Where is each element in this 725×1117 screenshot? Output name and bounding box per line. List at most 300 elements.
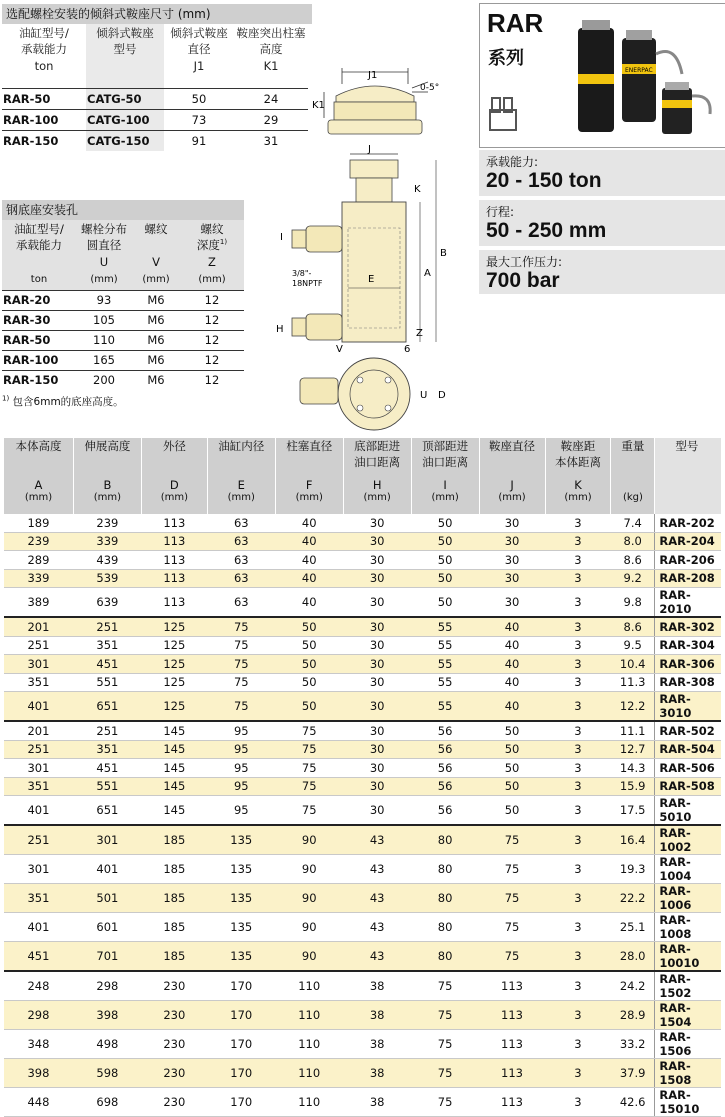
table-row: [4, 796, 722, 826]
model-cell: RAR-206: [655, 551, 721, 570]
tilt-saddle-drawing: [312, 62, 476, 138]
spec-cell: 185: [141, 913, 207, 942]
spec-cell: 63: [207, 569, 275, 588]
spec-cell: 50: [479, 777, 545, 796]
table-row: [2, 330, 244, 350]
spec-cell: 30: [343, 655, 411, 674]
spec-cell: 3: [545, 617, 611, 636]
holes-letter-3: Z: [208, 255, 216, 269]
tilt-unit-2: J1: [193, 59, 205, 73]
model-cell: RAR-508: [655, 777, 721, 796]
holes-cell: M6: [132, 330, 180, 350]
holes-cell: RAR-100: [2, 350, 76, 370]
model-cell: RAR-1006: [655, 884, 721, 913]
spec-cell: 90: [275, 884, 343, 913]
holes-letter-1: U: [99, 255, 109, 269]
main-body: [4, 514, 722, 1117]
model-cell: RAR-502: [655, 721, 721, 740]
spec-cell: 401: [4, 913, 74, 942]
model-cell: RAR-1504: [655, 1001, 721, 1030]
spec-cell: 42.6: [611, 1088, 655, 1117]
spec-cell: 38: [343, 971, 411, 1001]
spec-stroke-value: 50 - 250 mm: [486, 219, 607, 242]
spec-cell: 50: [411, 588, 479, 618]
dim-j: J: [368, 144, 371, 155]
model-cell: RAR-3010: [655, 692, 721, 722]
holes-header-depth: 螺纹 深度: [196, 222, 224, 252]
spec-cell: 50: [411, 514, 479, 532]
holes-footnote-sup: 1): [2, 394, 10, 402]
table-row: [4, 588, 722, 618]
spec-cell: 125: [141, 636, 207, 655]
spec-cell: 75: [275, 759, 343, 778]
spec-cell: 110: [275, 971, 343, 1001]
spec-cell: 8.6: [611, 617, 655, 636]
spec-cell: 9.5: [611, 636, 655, 655]
cylinder-dimension-drawing: [264, 142, 476, 438]
main-unit-cell: (mm): [479, 492, 545, 514]
main-header-cell: 外径: [141, 438, 207, 478]
holes-letter-2: V: [152, 255, 160, 269]
main-header-cell: 型号: [655, 438, 721, 514]
spec-cell: 113: [141, 551, 207, 570]
spec-cell: 19.3: [611, 855, 655, 884]
spec-cell: 251: [73, 721, 141, 740]
dim-i: I: [280, 232, 283, 243]
holes-cell: RAR-150: [2, 370, 76, 390]
spec-cell: 30: [343, 617, 411, 636]
port-label-2: 18NPTF: [292, 279, 323, 288]
spec-cell: 80: [411, 884, 479, 913]
spec-cell: 14.3: [611, 759, 655, 778]
spec-cell: 3: [545, 551, 611, 570]
spec-cell: 55: [411, 673, 479, 692]
tilt-saddle-table: [2, 24, 308, 151]
spec-cell: 401: [4, 796, 74, 826]
spec-cell: 239: [73, 514, 141, 532]
spec-cell: 55: [411, 655, 479, 674]
main-letter-cell: [611, 478, 655, 492]
spec-cell: 601: [73, 913, 141, 942]
spec-cell: 448: [4, 1088, 74, 1117]
spec-cell: 451: [4, 942, 74, 972]
spec-cell: 301: [4, 855, 74, 884]
spec-cell: 401: [73, 855, 141, 884]
spec-cell: 75: [275, 740, 343, 759]
table-row: [4, 913, 722, 942]
tilt-cell: 50: [164, 88, 234, 109]
spec-cell: 651: [73, 692, 141, 722]
spec-cell: 239: [4, 532, 74, 551]
spec-cell: 30: [479, 551, 545, 570]
spec-cell: 9.8: [611, 588, 655, 618]
spec-cell: 50: [479, 721, 545, 740]
spec-cell: 43: [343, 825, 411, 855]
spec-cell: 75: [479, 825, 545, 855]
spec-cell: 8.6: [611, 551, 655, 570]
table-row: [4, 759, 722, 778]
spec-cell: 30: [479, 532, 545, 551]
spec-cell: 90: [275, 825, 343, 855]
spec-cell: 55: [411, 636, 479, 655]
spec-cell: 25.1: [611, 913, 655, 942]
spec-cell: 145: [141, 796, 207, 826]
spec-cell: 80: [411, 855, 479, 884]
tilt-cell: CATG-100: [86, 109, 164, 130]
main-letter-row: [4, 478, 722, 492]
spec-cell: 110: [275, 1059, 343, 1088]
spec-cell: 37.9: [611, 1059, 655, 1088]
spec-pressure: [479, 250, 725, 294]
table-row: [4, 1001, 722, 1030]
tilt-cell: 91: [164, 130, 234, 151]
spec-cell: 56: [411, 777, 479, 796]
dim-u: U: [420, 390, 428, 401]
spec-cell: 698: [73, 1088, 141, 1117]
model-cell: RAR-1502: [655, 971, 721, 1001]
model-cell: RAR-1008: [655, 913, 721, 942]
spec-cell: 251: [73, 617, 141, 636]
table-row: [4, 692, 722, 722]
spec-cell: 389: [4, 588, 74, 618]
spec-cell: 135: [207, 825, 275, 855]
main-letter-cell: I: [411, 478, 479, 492]
spec-cell: 75: [207, 636, 275, 655]
spec-cell: 230: [141, 1001, 207, 1030]
holes-body: [2, 290, 244, 390]
dim-z: Z: [416, 328, 423, 339]
spec-cell: 398: [4, 1059, 74, 1088]
spec-cell: 201: [4, 721, 74, 740]
spec-cell: 11.3: [611, 673, 655, 692]
main-letter-cell: J: [479, 478, 545, 492]
holes-cell: 105: [76, 310, 132, 330]
main-unit-cell: (kg): [611, 492, 655, 514]
holes-cell: RAR-20: [2, 290, 76, 310]
tilt-unit-3: K1: [263, 59, 279, 73]
spec-cell: 351: [73, 636, 141, 655]
table-row: [4, 551, 722, 570]
spec-cell: 3: [545, 1001, 611, 1030]
model-cell: RAR-2010: [655, 588, 721, 618]
table-row: [4, 655, 722, 674]
spec-cell: 38: [343, 1030, 411, 1059]
model-cell: RAR-308: [655, 673, 721, 692]
spec-cell: 75: [479, 884, 545, 913]
holes-cell: RAR-30: [2, 310, 76, 330]
holes-cell: RAR-50: [2, 330, 76, 350]
spec-cell: 40: [479, 692, 545, 722]
mounting-holes-table: [2, 220, 244, 390]
spec-cell: 339: [4, 569, 74, 588]
holes-unit-2: (mm): [142, 274, 170, 286]
main-unit-cell: (mm): [343, 492, 411, 514]
holes-cell: 12: [180, 370, 244, 390]
spec-cell: 3: [545, 655, 611, 674]
dim-k: K: [414, 184, 421, 195]
spec-cell: 43: [343, 942, 411, 972]
main-unit-row: [4, 492, 722, 514]
spec-cell: 398: [73, 1001, 141, 1030]
spec-cell: 3: [545, 1059, 611, 1088]
spec-cell: 125: [141, 673, 207, 692]
table-row: [4, 532, 722, 551]
spec-cell: 75: [207, 617, 275, 636]
dim-e: E: [368, 274, 375, 285]
spec-cell: 170: [207, 1088, 275, 1117]
spec-cell: 24.2: [611, 971, 655, 1001]
holes-caption: 钢底座安装孔: [2, 200, 244, 220]
spec-cell: 30: [343, 759, 411, 778]
spec-cell: 75: [479, 942, 545, 972]
spec-cell: 30: [343, 636, 411, 655]
spec-cell: 3: [545, 884, 611, 913]
spec-cell: 651: [73, 796, 141, 826]
cylinder-icon: [488, 96, 522, 134]
spec-cell: 113: [479, 971, 545, 1001]
spec-cell: 3: [545, 913, 611, 942]
holes-footnote-line: [2, 394, 244, 409]
spec-cell: 75: [411, 1030, 479, 1059]
spec-cell: 50: [411, 551, 479, 570]
spec-cell: 30: [343, 551, 411, 570]
spec-cell: 95: [207, 777, 275, 796]
main-unit-cell: (mm): [545, 492, 611, 514]
spec-cell: 401: [4, 692, 74, 722]
spec-cell: 3: [545, 942, 611, 972]
spec-cell: 113: [141, 532, 207, 551]
spec-capacity-label: 承载能力:: [486, 155, 539, 169]
spec-cell: 95: [207, 796, 275, 826]
holes-cell: M6: [132, 370, 180, 390]
dim-d: D: [438, 390, 446, 401]
main-letter-cell: F: [275, 478, 343, 492]
spec-cell: 30: [343, 532, 411, 551]
spec-cell: 75: [207, 692, 275, 722]
spec-cell: 351: [4, 777, 74, 796]
holes-cell: M6: [132, 290, 180, 310]
model-cell: RAR-10010: [655, 942, 721, 972]
spec-cell: 135: [207, 884, 275, 913]
spec-cell: 56: [411, 759, 479, 778]
model-cell: RAR-204: [655, 532, 721, 551]
spec-cell: 230: [141, 1030, 207, 1059]
table-row: [4, 636, 722, 655]
spec-cell: 113: [479, 1059, 545, 1088]
holes-footnote: 包含6mm的底座高度。: [12, 395, 124, 408]
spec-cell: 3: [545, 1088, 611, 1117]
dim-b: B: [440, 248, 447, 259]
series-code: RAR: [487, 8, 544, 38]
spec-cell: 251: [4, 740, 74, 759]
spec-cell: 251: [4, 825, 74, 855]
holes-header-model: 油缸型号/ 承载能力: [14, 222, 64, 252]
tilt-unit-1: [86, 58, 164, 88]
spec-cell: 3: [545, 796, 611, 826]
spec-cell: 145: [141, 777, 207, 796]
spec-cell: 50: [479, 759, 545, 778]
model-cell: RAR-1506: [655, 1030, 721, 1059]
spec-cell: 189: [4, 514, 74, 532]
table-row: [4, 569, 722, 588]
spec-cell: 351: [4, 884, 74, 913]
spec-cell: 539: [73, 569, 141, 588]
port-label: 3/8"-: [292, 269, 312, 278]
spec-cell: 17.5: [611, 796, 655, 826]
spec-cell: 50: [411, 532, 479, 551]
spec-cell: 3: [545, 532, 611, 551]
tilt-cell: RAR-150: [2, 130, 86, 151]
spec-cell: 3: [545, 721, 611, 740]
spec-cell: 30: [343, 721, 411, 740]
spec-cell: 63: [207, 532, 275, 551]
holes-header-depth-cell: [180, 220, 244, 254]
spec-cell: 43: [343, 855, 411, 884]
tilt-cell: 73: [164, 109, 234, 130]
spec-cell: 113: [141, 569, 207, 588]
spec-cell: 110: [275, 1030, 343, 1059]
tilt-header-height: 鞍座突出柱塞 高度: [236, 26, 306, 56]
spec-cell: 30: [343, 673, 411, 692]
spec-capacity-value: 20 - 150 ton: [486, 169, 602, 192]
spec-cell: 40: [275, 514, 343, 532]
model-cell: RAR-5010: [655, 796, 721, 826]
spec-cell: 75: [411, 971, 479, 1001]
spec-cell: 33.2: [611, 1030, 655, 1059]
spec-cell: 451: [73, 759, 141, 778]
spec-stroke: [479, 200, 725, 246]
dim-6: 6: [404, 344, 411, 355]
table-row: [4, 673, 722, 692]
table-row: [4, 777, 722, 796]
spec-cell: 639: [73, 588, 141, 618]
spec-cell: 135: [207, 855, 275, 884]
main-header-cell: 底部距进 油口距离: [343, 438, 411, 478]
spec-cell: 80: [411, 913, 479, 942]
product-photo: [566, 14, 722, 140]
label-angle: 0-5°: [420, 83, 440, 93]
spec-cell: 110: [275, 1001, 343, 1030]
main-letter-cell: K: [545, 478, 611, 492]
model-cell: RAR-1004: [655, 855, 721, 884]
holes-unit-0: ton: [30, 274, 48, 286]
table-row: [4, 825, 722, 855]
table-row: [2, 370, 244, 390]
tilt-header-model: 油缸型号/ 承载能力: [19, 26, 69, 56]
main-unit-cell: (mm): [275, 492, 343, 514]
holes-unit-3: (mm): [198, 274, 226, 286]
spec-cell: 75: [275, 796, 343, 826]
spec-cell: 3: [545, 777, 611, 796]
spec-cell: 95: [207, 721, 275, 740]
spec-cell: 501: [73, 884, 141, 913]
spec-cell: 201: [4, 617, 74, 636]
tilt-header-saddle-model: 倾斜式鞍座 型号: [86, 24, 164, 58]
spec-cell: 40: [275, 532, 343, 551]
tilt-cell: 31: [234, 130, 308, 151]
spec-pressure-label: 最大工作压力:: [486, 255, 563, 269]
spec-cell: 12.2: [611, 692, 655, 722]
spec-cell: 3: [545, 514, 611, 532]
spec-cell: 40: [479, 655, 545, 674]
table-row: [4, 721, 722, 740]
tilt-unit-0: ton: [34, 59, 54, 73]
spec-cell: 15.9: [611, 777, 655, 796]
table-row: [2, 109, 308, 130]
spec-cell: 3: [545, 692, 611, 722]
table-row: [4, 617, 722, 636]
main-unit-cell: (mm): [141, 492, 207, 514]
spec-cell: 50: [479, 740, 545, 759]
spec-cell: 90: [275, 855, 343, 884]
spec-cell: 90: [275, 913, 343, 942]
main-letter-cell: D: [141, 478, 207, 492]
spec-cell: 113: [479, 1088, 545, 1117]
spec-cell: 28.0: [611, 942, 655, 972]
spec-cell: 145: [141, 721, 207, 740]
main-unit-cell: (mm): [207, 492, 275, 514]
spec-cell: 298: [4, 1001, 74, 1030]
spec-cell: 3: [545, 673, 611, 692]
spec-cell: 90: [275, 942, 343, 972]
spec-pressure-value: 700 bar: [486, 269, 560, 292]
spec-cell: 40: [275, 551, 343, 570]
main-header-cell: 鞍座直径: [479, 438, 545, 478]
spec-cell: 30: [343, 514, 411, 532]
model-cell: RAR-1002: [655, 825, 721, 855]
model-cell: RAR-504: [655, 740, 721, 759]
spec-cell: 75: [479, 855, 545, 884]
series-panel: [479, 3, 725, 148]
spec-cell: 75: [411, 1088, 479, 1117]
main-letter-cell: H: [343, 478, 411, 492]
spec-cell: 38: [343, 1088, 411, 1117]
spec-cell: 439: [73, 551, 141, 570]
tilt-cell: RAR-50: [2, 88, 86, 109]
spec-cell: 22.2: [611, 884, 655, 913]
main-spec-table: [3, 438, 721, 1117]
spec-cell: 3: [545, 971, 611, 1001]
spec-cell: 170: [207, 1001, 275, 1030]
holes-cell: 93: [76, 290, 132, 310]
holes-cell: 12: [180, 310, 244, 330]
mounting-holes-section: [2, 200, 244, 409]
spec-cell: 230: [141, 1059, 207, 1088]
spec-cell: 30: [479, 514, 545, 532]
spec-stroke-label: 行程:: [486, 205, 515, 219]
label-j1: J1: [368, 70, 378, 81]
table-row: [4, 514, 722, 532]
spec-cell: 230: [141, 971, 207, 1001]
spec-cell: 63: [207, 551, 275, 570]
spec-cell: 63: [207, 588, 275, 618]
table-row: [2, 130, 308, 151]
tilt-cell: RAR-100: [2, 109, 86, 130]
table-row: [2, 350, 244, 370]
spec-cell: 40: [479, 673, 545, 692]
spec-cell: 498: [73, 1030, 141, 1059]
holes-cell: 165: [76, 350, 132, 370]
table-row: [4, 1030, 722, 1059]
spec-cell: 289: [4, 551, 74, 570]
holes-unit-1: (mm): [90, 274, 118, 286]
main-header-cell: 本体高度: [4, 438, 74, 478]
spec-cell: 50: [275, 636, 343, 655]
spec-cell: 135: [207, 942, 275, 972]
main-header-cell: 伸展高度: [73, 438, 141, 478]
spec-cell: 9.2: [611, 569, 655, 588]
spec-cell: 3: [545, 1030, 611, 1059]
